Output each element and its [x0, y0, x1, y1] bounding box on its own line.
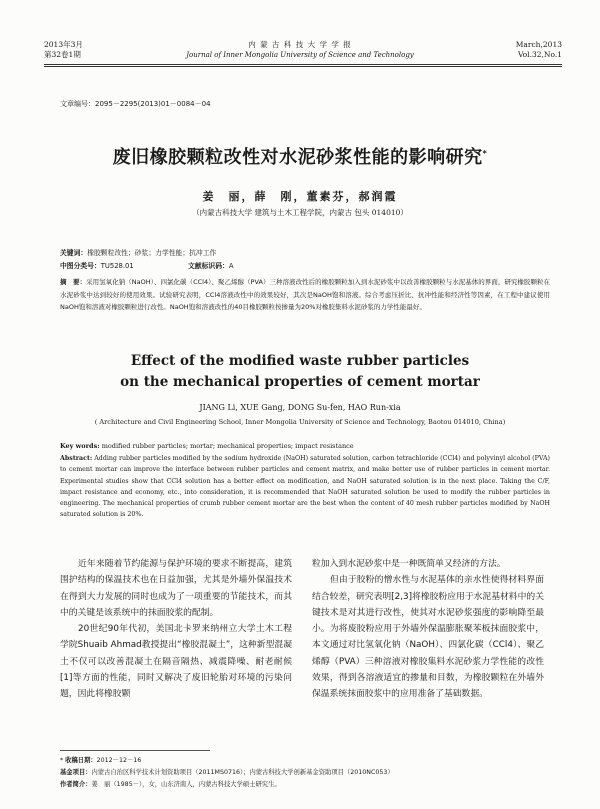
footnote-received	[60, 755, 560, 766]
footnote-rule	[60, 750, 210, 751]
article-number: 文章编号：2095－2295(2013)01－0084－04	[60, 100, 211, 108]
keywords-cn	[60, 248, 550, 259]
body-paragraph: 但由于胶粉的憎水性与水泥基体的亲水性使得材料界面结合较差，研究表明[2,3]将橡胶粉应用于水泥基材料中的关键技术是对其进行改性，使其对水泥砂浆强度的影响降至最小。为将废胶粉应用于外墙外保温膨胀聚苯板抹面胶浆中，本文通过对比氢氧化钠（NaOH）、四氯化碳（CCl4）、聚乙烯醇（PVA）三种溶液对橡胶集料水泥砂浆力学性能的改性效果，得到各溶液适宜的掺量和目数，为橡胶颗粒在外墙外保温系统抹面胶浆中的应用准备了基础数据。	[312, 575, 544, 700]
title-footnote-mark: *	[482, 149, 488, 158]
header-date-cn: 2013年3月	[44, 40, 83, 49]
footnote-star: *	[60, 757, 64, 764]
footnote-author-text: 姜 丽（1985－），女，山东济南人，内蒙古科技大学硕士研究生。	[91, 781, 281, 788]
header-rule	[44, 64, 562, 65]
paper-title-en	[0, 351, 600, 393]
abstract-cn-text: 采用氢氧化钠（NaOH）、四氯化碳（CCl4）、聚乙烯醇（PVA）三种溶液改性后的橡胶颗粒加入到水泥砂浆中以改善橡胶颗粒与水泥基体的界面，研究橡胶颗粒在水泥砂浆中达到较好的使用效果。试验研究表明，CCl4溶液改性中的效果较好，其次是NaOH饱和溶液。综合考虑压折比、抗冲性能和经济性等因素，在工程中建议使用NaOH饱和溶液对橡胶颗粒进行改性。NaOH饱和溶液改性的40目橡胶颗粒按掺量为20%对橡胶集料水泥砂浆的力学性能最好。	[60, 278, 551, 311]
body-paragraph: 近年来随着节约能源与保护环境的要求不断提高，建筑围护结构的保温技术也在日益加强，尤其是外墙外保温技术在得到大力发展的同时也成为了一项重要的节能技术，而其中的关键是该系统中的抹面胶浆的配制。	[60, 559, 292, 618]
authors-cn: 姜 丽，薛 刚，董素芬，郝润霞	[202, 190, 398, 203]
footnote-fund	[60, 767, 560, 778]
clc-label: 中图分类号：	[60, 262, 101, 270]
paper-title-cn	[0, 143, 600, 169]
keywords-en-text: modified rubber particles; mortar; mechanical properties; impact resistance	[101, 442, 354, 450]
body-column-right	[312, 556, 544, 703]
footnote-fund-label: 基金项目：	[60, 769, 92, 776]
journal-name-en: Journal of Inner Mongolia University of Science and Technology	[186, 51, 414, 59]
abstract-en	[60, 453, 550, 521]
footnote-author	[60, 779, 560, 790]
abstract-en-label: Abstract:	[60, 455, 93, 462]
footnote-received-label: 收稿日期：	[65, 757, 97, 764]
doc-code: A	[228, 262, 234, 270]
keywords-cn-text: 橡胶颗粒改性；砂浆；力学性能；抗冲工作	[87, 249, 217, 257]
keywords-en-label: Key words:	[60, 442, 100, 450]
classification-line	[60, 261, 550, 272]
abstract-en-text: Adding rubber particles modified by the sodium hydroxide (NaOH) saturated solution, carbon tetrachloride (CCl4) and polyvinyl alcohol (PVA) to cement mortar can improve the interface between rubber particles and cement matrix, and make better use of rubber particles in cement mortar. Experimental studies show that CCl4 solution has a better effect on modification, and NaOH saturated solution is in the next place. Taking the C/F, impact resistance and economy, etc., into consideration, it is recommended that NaOH saturated solution be used to modify the rubber particles in engineering. The mechanical properties of crumb rubber cement mortar are the best when the content of 40 mesh rubber particles modified by NaOH saturated solution is 20%.	[60, 455, 550, 519]
keywords-cn-label: 关键词：	[60, 249, 88, 257]
body-paragraph: 粒加入到水泥砂浆中是一种既简单又经济的方法。	[312, 559, 506, 569]
header-right	[516, 40, 562, 60]
abstract-cn	[60, 276, 550, 314]
paper-title-en-line2: on the mechanical properties of cement mortar	[120, 374, 480, 390]
keywords-en	[60, 442, 550, 450]
header-rule-thin	[44, 66, 562, 67]
footnote-author-label: 作者简介：	[60, 781, 92, 788]
clc-number: TU528.01	[100, 262, 134, 270]
header-center	[0, 40, 600, 60]
header-date-en: March,2013	[515, 40, 562, 49]
header-volume-cn: 第32卷1期	[44, 50, 81, 59]
authors-en: JIANG Li, XUE Gang, DONG Su-fen, HAO Run-xia	[199, 403, 401, 412]
body-column-left	[60, 556, 292, 703]
footnote-fund-text: 内蒙古自治区科学技术计划资助项目（2011MS0716）；内蒙古科技大学创新基金资助项目（2010NC053）	[91, 769, 394, 776]
journal-name-cn: 内 蒙 古 科 技 大 学 学 报	[248, 40, 352, 49]
paper-title-en-line1: Effect of the modified waste rubber particles	[130, 353, 470, 369]
paper-title-cn-text: 废旧橡胶颗粒改性对水泥砂浆性能的影响研究	[112, 147, 483, 168]
abstract-cn-label: 摘 要：	[60, 278, 87, 286]
doc-code-label: 文献标识码：	[188, 262, 229, 270]
affiliation-cn: （内蒙古科技大学 建筑与土木工程学院，内蒙古 包头 014010）	[192, 208, 408, 217]
footnote-received-date: 2012－12－16	[96, 757, 142, 764]
header-volume-en: Vol.32,No.1	[517, 50, 562, 59]
affiliation-en: ( Architecture and Civil Engineering School, Inner Mongolia University of Science and Technology, Baotou 014010, China)	[94, 418, 506, 426]
body-paragraph: 20世纪90年代初，美国北卡罗来纳州立大学土木工程学院Shuaib Ahmad教授提出“橡胶混凝土”，这种新型混凝土不仅可以改善混凝土在隔音隔热、减震降噪、耐老耐候[1]等方面的性能，同时又解决了废旧轮胎对环境的污染问题，因此将橡胶颗	[60, 624, 292, 700]
